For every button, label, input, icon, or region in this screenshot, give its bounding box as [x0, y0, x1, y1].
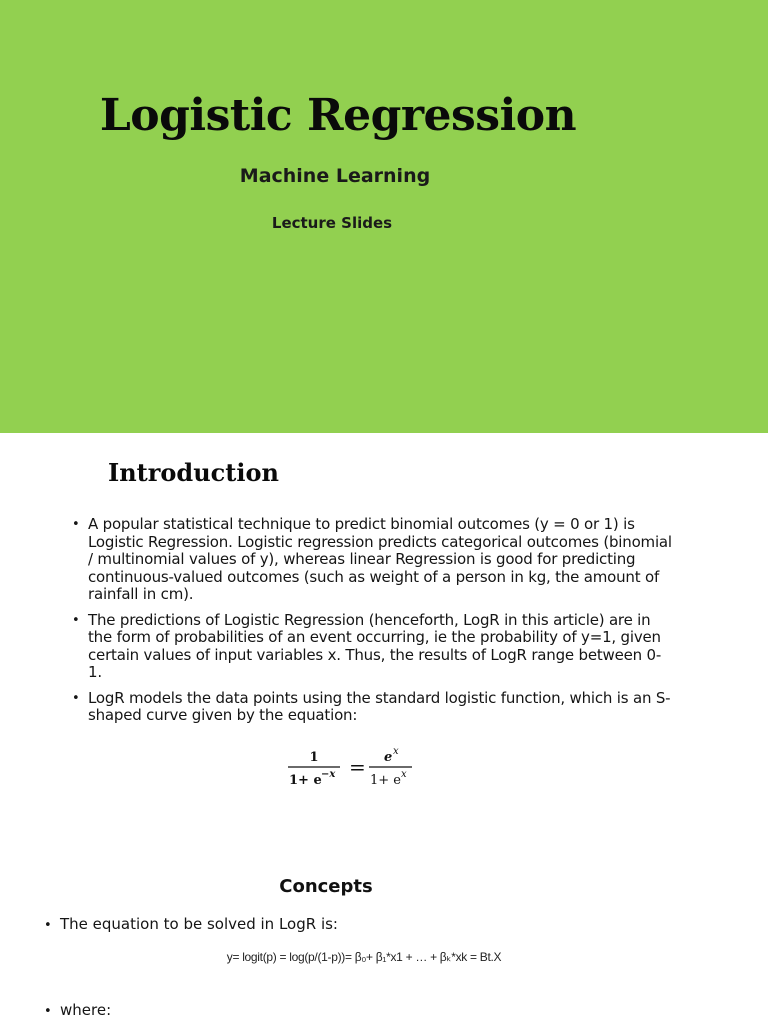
concepts-bullet-where [44, 1001, 111, 1019]
logit-formula: y= logit(p) = log(p/(1-p))= β₀+ β₁*x1 + … + βₖ*xk = Bt.X [226, 950, 502, 964]
equation-right-denominator-exponent: x [401, 769, 407, 780]
title-slide [0, 0, 768, 433]
slide-subtitle-secondary: Lecture Slides [271, 214, 393, 232]
equation-left-numerator: 1 [309, 750, 319, 765]
concepts-heading: Concepts [279, 876, 373, 897]
slide-title: Logistic Regression [99, 90, 577, 141]
bullet-dot: • [44, 918, 52, 933]
bullet-dot: • [44, 1004, 52, 1019]
equation-right-denominator: 1+ e [370, 773, 401, 788]
logistic-equation [280, 745, 420, 791]
equation-left-denominator: 1+ e [289, 773, 322, 788]
introduction-bullet-list [72, 516, 672, 733]
equation-right-numerator-exponent: x [393, 746, 399, 757]
equation-left-exponent: −x [321, 769, 336, 780]
bullet-item: • The predictions of Logistic Regression (henceforth, LogR in this article) are in the form of probabilities of an event occurring, ie the probability of y=1, given certain values of input variables x. Thus, the results of LogR range between 0-1. [72, 612, 672, 682]
equation-equals: = [349, 755, 366, 779]
introduction-heading: Introduction [108, 458, 279, 487]
equation-right-numerator: e [384, 750, 393, 765]
concepts-bullet-equation [44, 915, 338, 933]
concepts-bullet-text: where: [60, 1001, 112, 1019]
bullet-item: • A popular statistical technique to predict binomial outcomes (y = 0 or 1) is Logistic Regression. Logistic regression predicts categorical outcomes (binomial / multinomial values of y), whereas linear Regression is good for predicting continuous-valued outcomes (such as weight of a person in kg, the amount of rainfall in cm). [72, 516, 672, 604]
slide-subtitle: Machine Learning [239, 165, 431, 187]
bullet-item: • LogR models the data points using the standard logistic function, which is an S- shaped curve given by the equation: [72, 690, 672, 725]
concepts-bullet-text: The equation to be solved in LogR is: [60, 915, 338, 933]
